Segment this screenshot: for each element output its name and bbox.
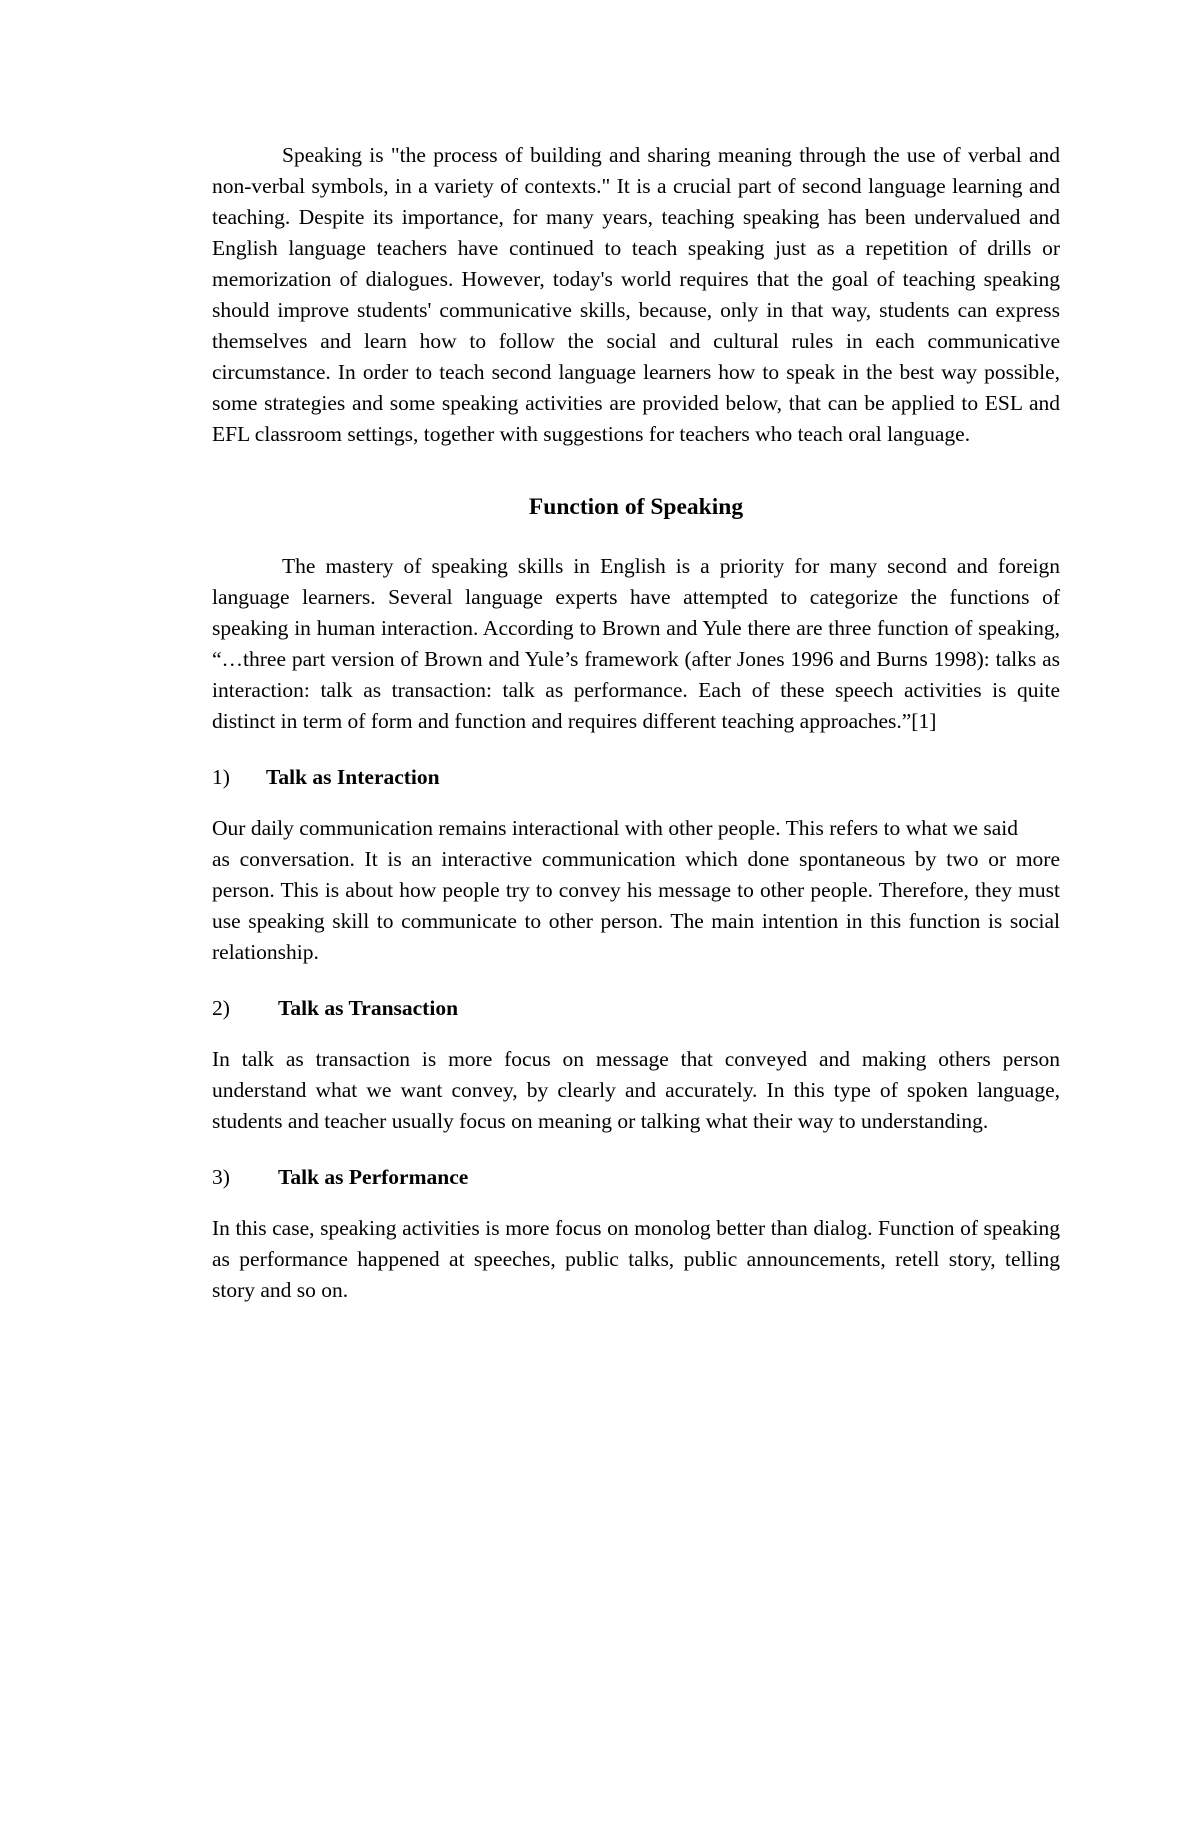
item-title: Talk as Transaction <box>278 996 459 1020</box>
item-number: 1) <box>212 765 230 789</box>
item-paragraph-transaction: In talk as transaction is more focus on message that conveyed and making others person understand what we want convey, by clearly and accurately. In this type of spoken language, students and teacher usually focus on meaning or talking what their way to understanding. <box>212 1047 1060 1133</box>
item-text-end: as conversation. It is an interactive communication which done spontaneous by two or more person. This is about how people try to convey his message to other people. Therefore, they must use speaking skill to communicate to other person. The main intention in this function is social relationship. <box>212 847 1060 964</box>
item-heading-interaction <box>212 762 1060 793</box>
section-paragraph: The mastery of speaking skills in English is a priority for many second and foreign language learners. Several language experts have attempted to categorize the functions of speaking in human interaction. According to Brown and Yule there are three function of speaking, “…three part version of Brown and Yule’s framework (after Jones 1996 and Burns 1998): talks as interaction: talk as transaction: talk as performance. Each of these speech activities is quite distinct in term of form and function and requires different teaching approaches.”[1] <box>212 554 1060 733</box>
item-number: 3) <box>212 1165 230 1189</box>
intro-paragraph: Speaking is "the process of building and sharing meaning through the use of verbal and non-verbal symbols, in a variety of contexts." It is a crucial part of second language learning and teaching. Despite its importance, for many years, teaching speaking has been undervalued and English language teachers have continued to teach speaking just as a repetition of drills or memorization of dialogues. However, today's world requires that the goal of teaching speaking should improve students' communicative skills, because, only in that way, students can express themselves and learn how to follow the social and cultural rules in each communicative circumstance. In order to teach second language learners how to speak in the best way possible, some strategies and some speaking activities are provided below, that can be applied to ESL and EFL classroom settings, together with suggestions for teachers who teach oral language. <box>212 143 1060 446</box>
item-heading-performance <box>212 1162 1060 1193</box>
item-heading-transaction <box>212 993 1060 1024</box>
section-title: Function of Speaking <box>528 494 744 520</box>
item-paragraph-performance: In this case, speaking activities is more focus on monolog better than dialog. Function of speaking as performance happened at speeches, public talks, public announcements, retell story, telling story and so on. <box>212 1216 1060 1302</box>
item-title: Talk as Interaction <box>266 765 440 789</box>
item-title: Talk as Performance <box>278 1165 469 1189</box>
item-paragraph-interaction <box>212 813 1060 968</box>
item-number: 2) <box>212 996 230 1020</box>
document-body <box>212 140 1060 1306</box>
item-text-start: Our daily communication remains interactional with other people. This refers to what we said <box>212 816 1018 840</box>
